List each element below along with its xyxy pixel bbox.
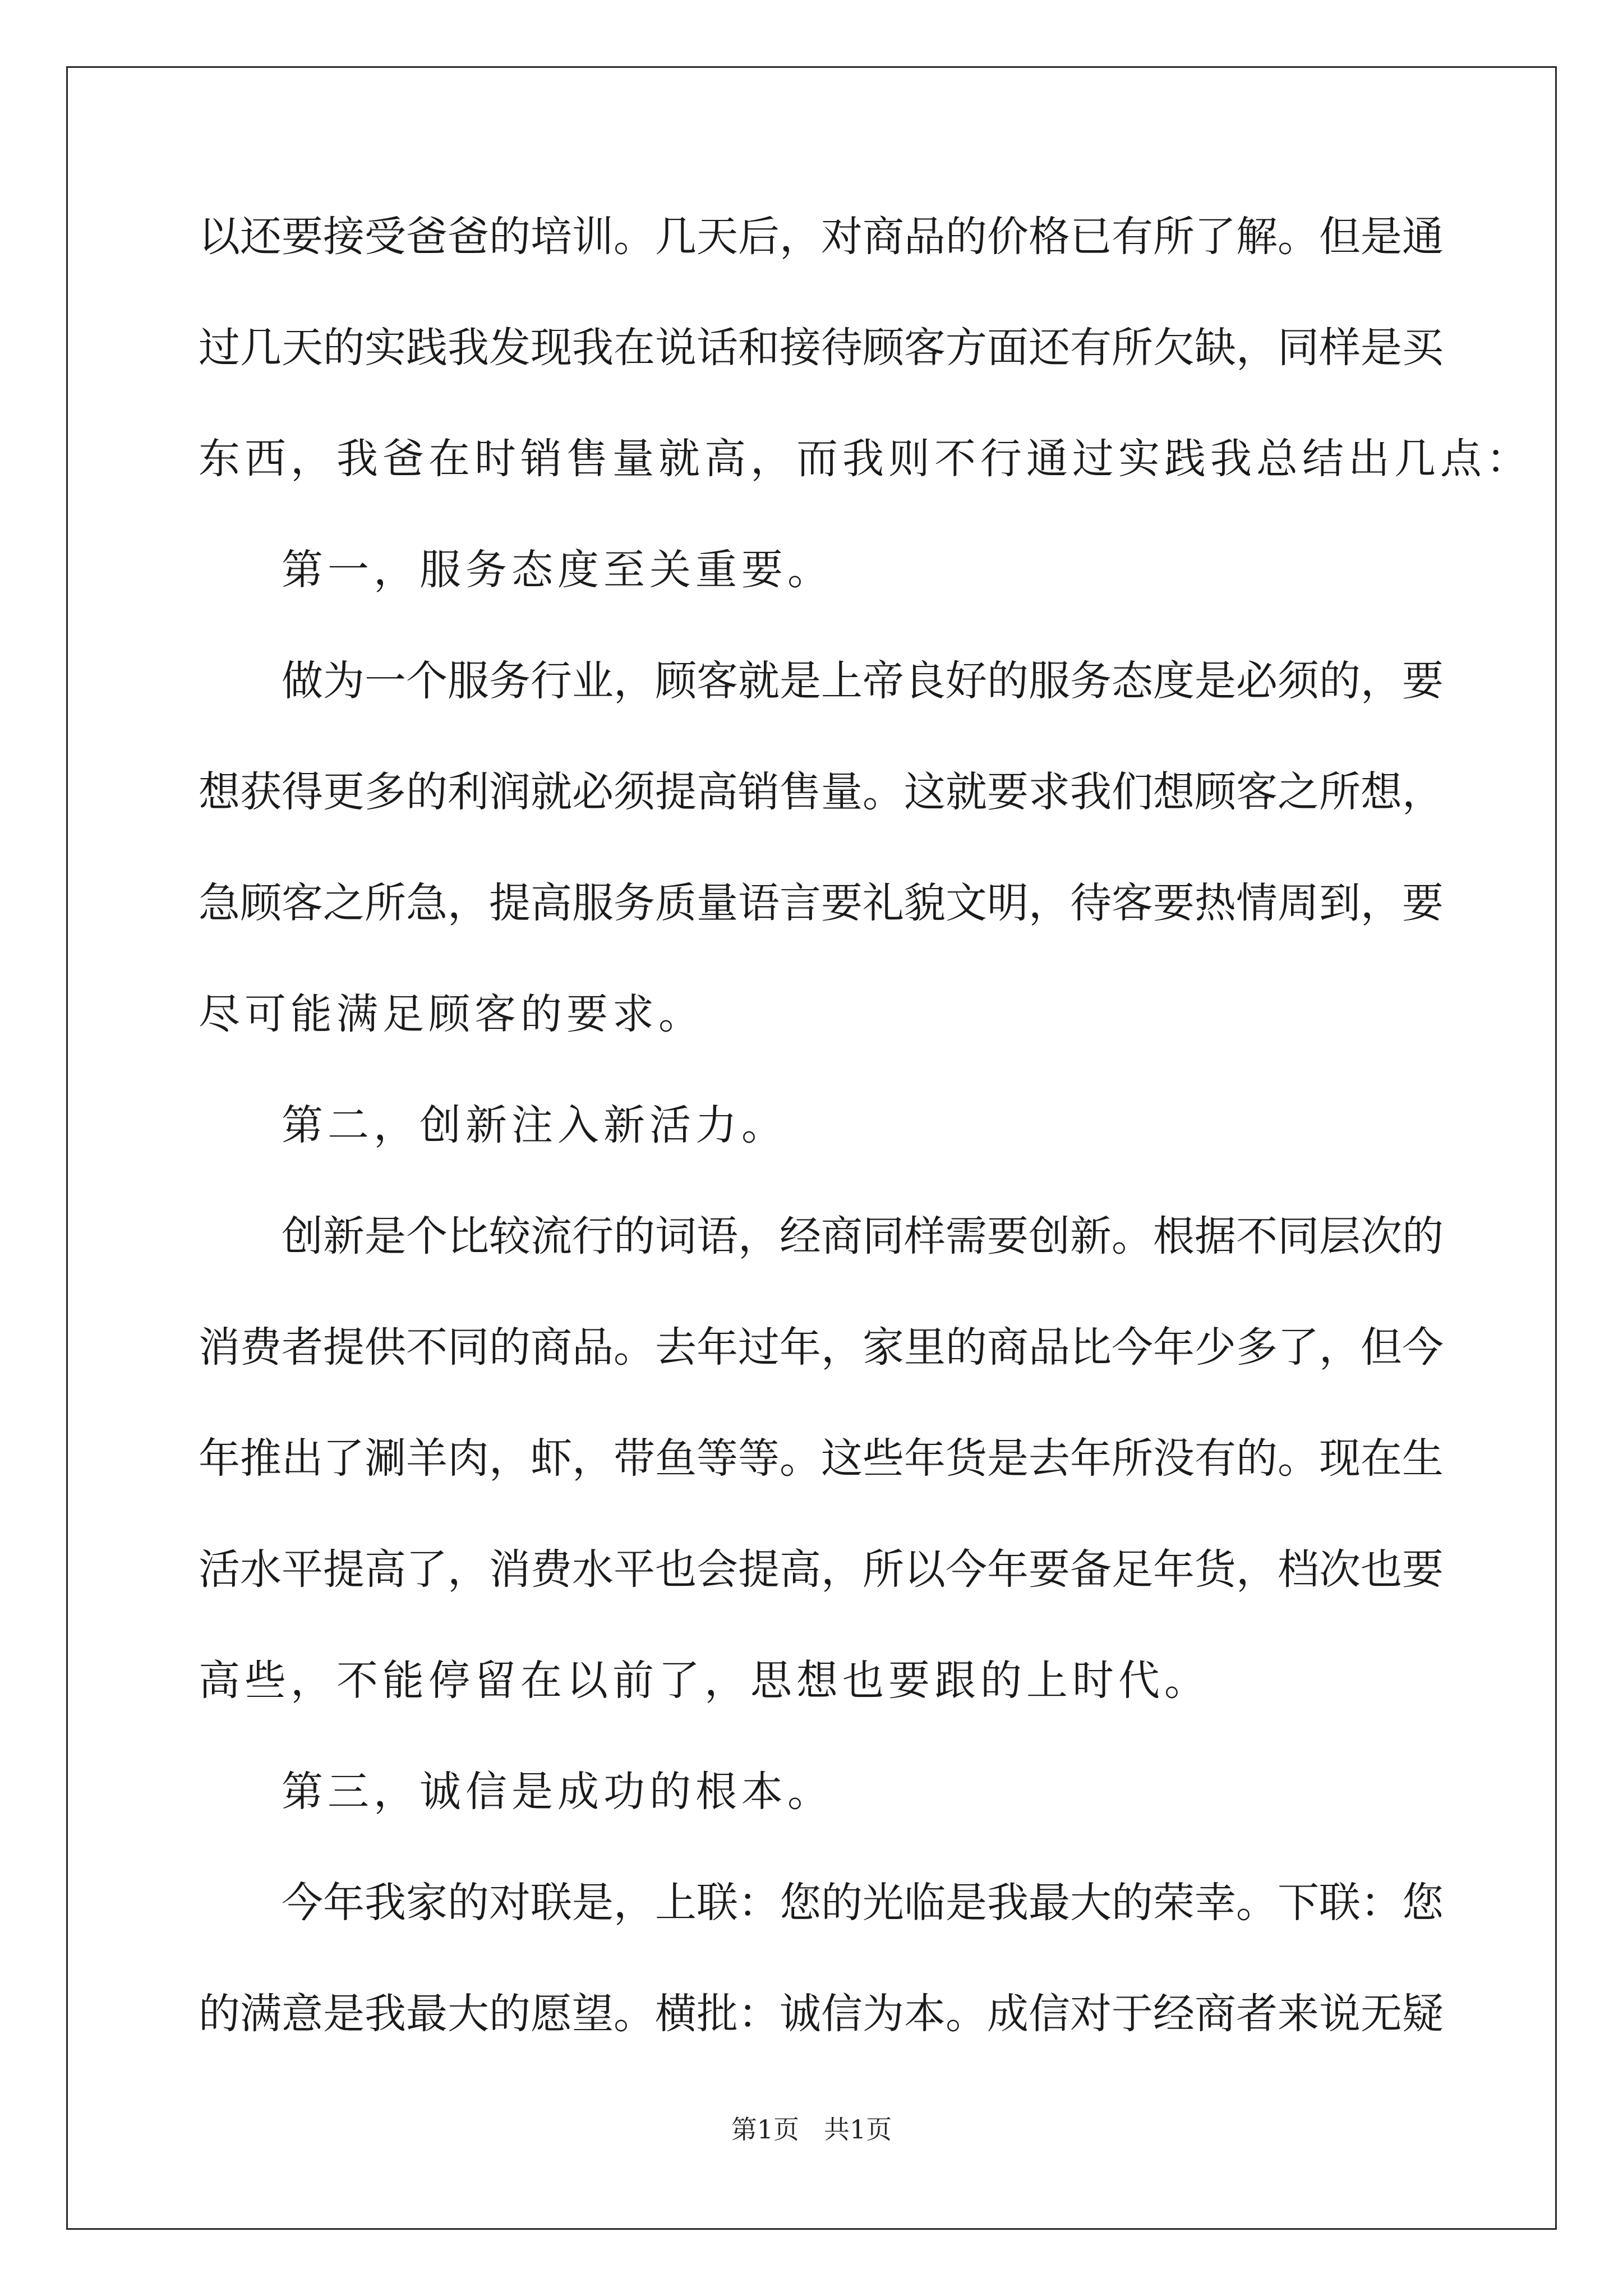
text-line-16: 今年我家的对联是，上联：您的光临是我最大的荣幸。下联：您	[282, 1879, 1444, 1927]
text-line-15: 第三，诚信是成功的根本。	[282, 1768, 833, 1816]
text-line-2: 过几天的实践我发现我在说话和接待顾客方面还有所欠缺，同样是买	[199, 324, 1444, 372]
text-line-4: 第一，服务态度至关重要。	[282, 546, 833, 594]
text-line-3: 东西，我爸在时销售量就高，而我则不行通过实践我总结出几点：	[199, 435, 1532, 483]
text-line-12: 年推出了涮羊肉，虾，带鱼等等。这些年货是去年所没有的。现在生	[199, 1434, 1444, 1483]
text-line-1: 以还要接受爸爸的培训。几天后，对商品的价格已有所了解。但是通	[199, 213, 1444, 261]
text-line-7: 急顾客之所急，提高服务质量语言要礼貌文明，待客要热情周到，要	[199, 879, 1444, 927]
document-body	[199, 212, 1532, 2100]
text-line-14: 高些，不能停留在以前了，思想也要跟的上时代。	[199, 1657, 1210, 1705]
page-footer	[0, 2114, 1623, 2145]
text-line-5: 做为一个服务行业，顾客就是上帝良好的服务态度是必须的，要	[282, 657, 1444, 705]
page-number-current: 第1页	[731, 2114, 800, 2145]
text-line-17: 的满意是我最大的愿望。横批：诚信为本。成信对于经商者来说无疑	[199, 1990, 1444, 2038]
page-number-total: 共1页	[823, 2114, 892, 2145]
text-line-6: 想获得更多的利润就必须提高销售量。这就要求我们想顾客之所想，	[199, 768, 1444, 816]
text-line-8: 尽可能满足顾客的要求。	[199, 990, 704, 1038]
text-line-11: 消费者提供不同的商品。去年过年，家里的商品比今年少多了，但今	[199, 1323, 1444, 1372]
footer-separator	[799, 2114, 824, 2145]
text-line-13: 活水平提高了，消费水平也会提高，所以今年要备足年货，档次也要	[199, 1545, 1444, 1594]
text-line-9: 第二，创新注入新活力。	[282, 1101, 787, 1149]
text-line-10: 创新是个比较流行的词语，经商同样需要创新。根据不同层次的	[282, 1212, 1444, 1260]
